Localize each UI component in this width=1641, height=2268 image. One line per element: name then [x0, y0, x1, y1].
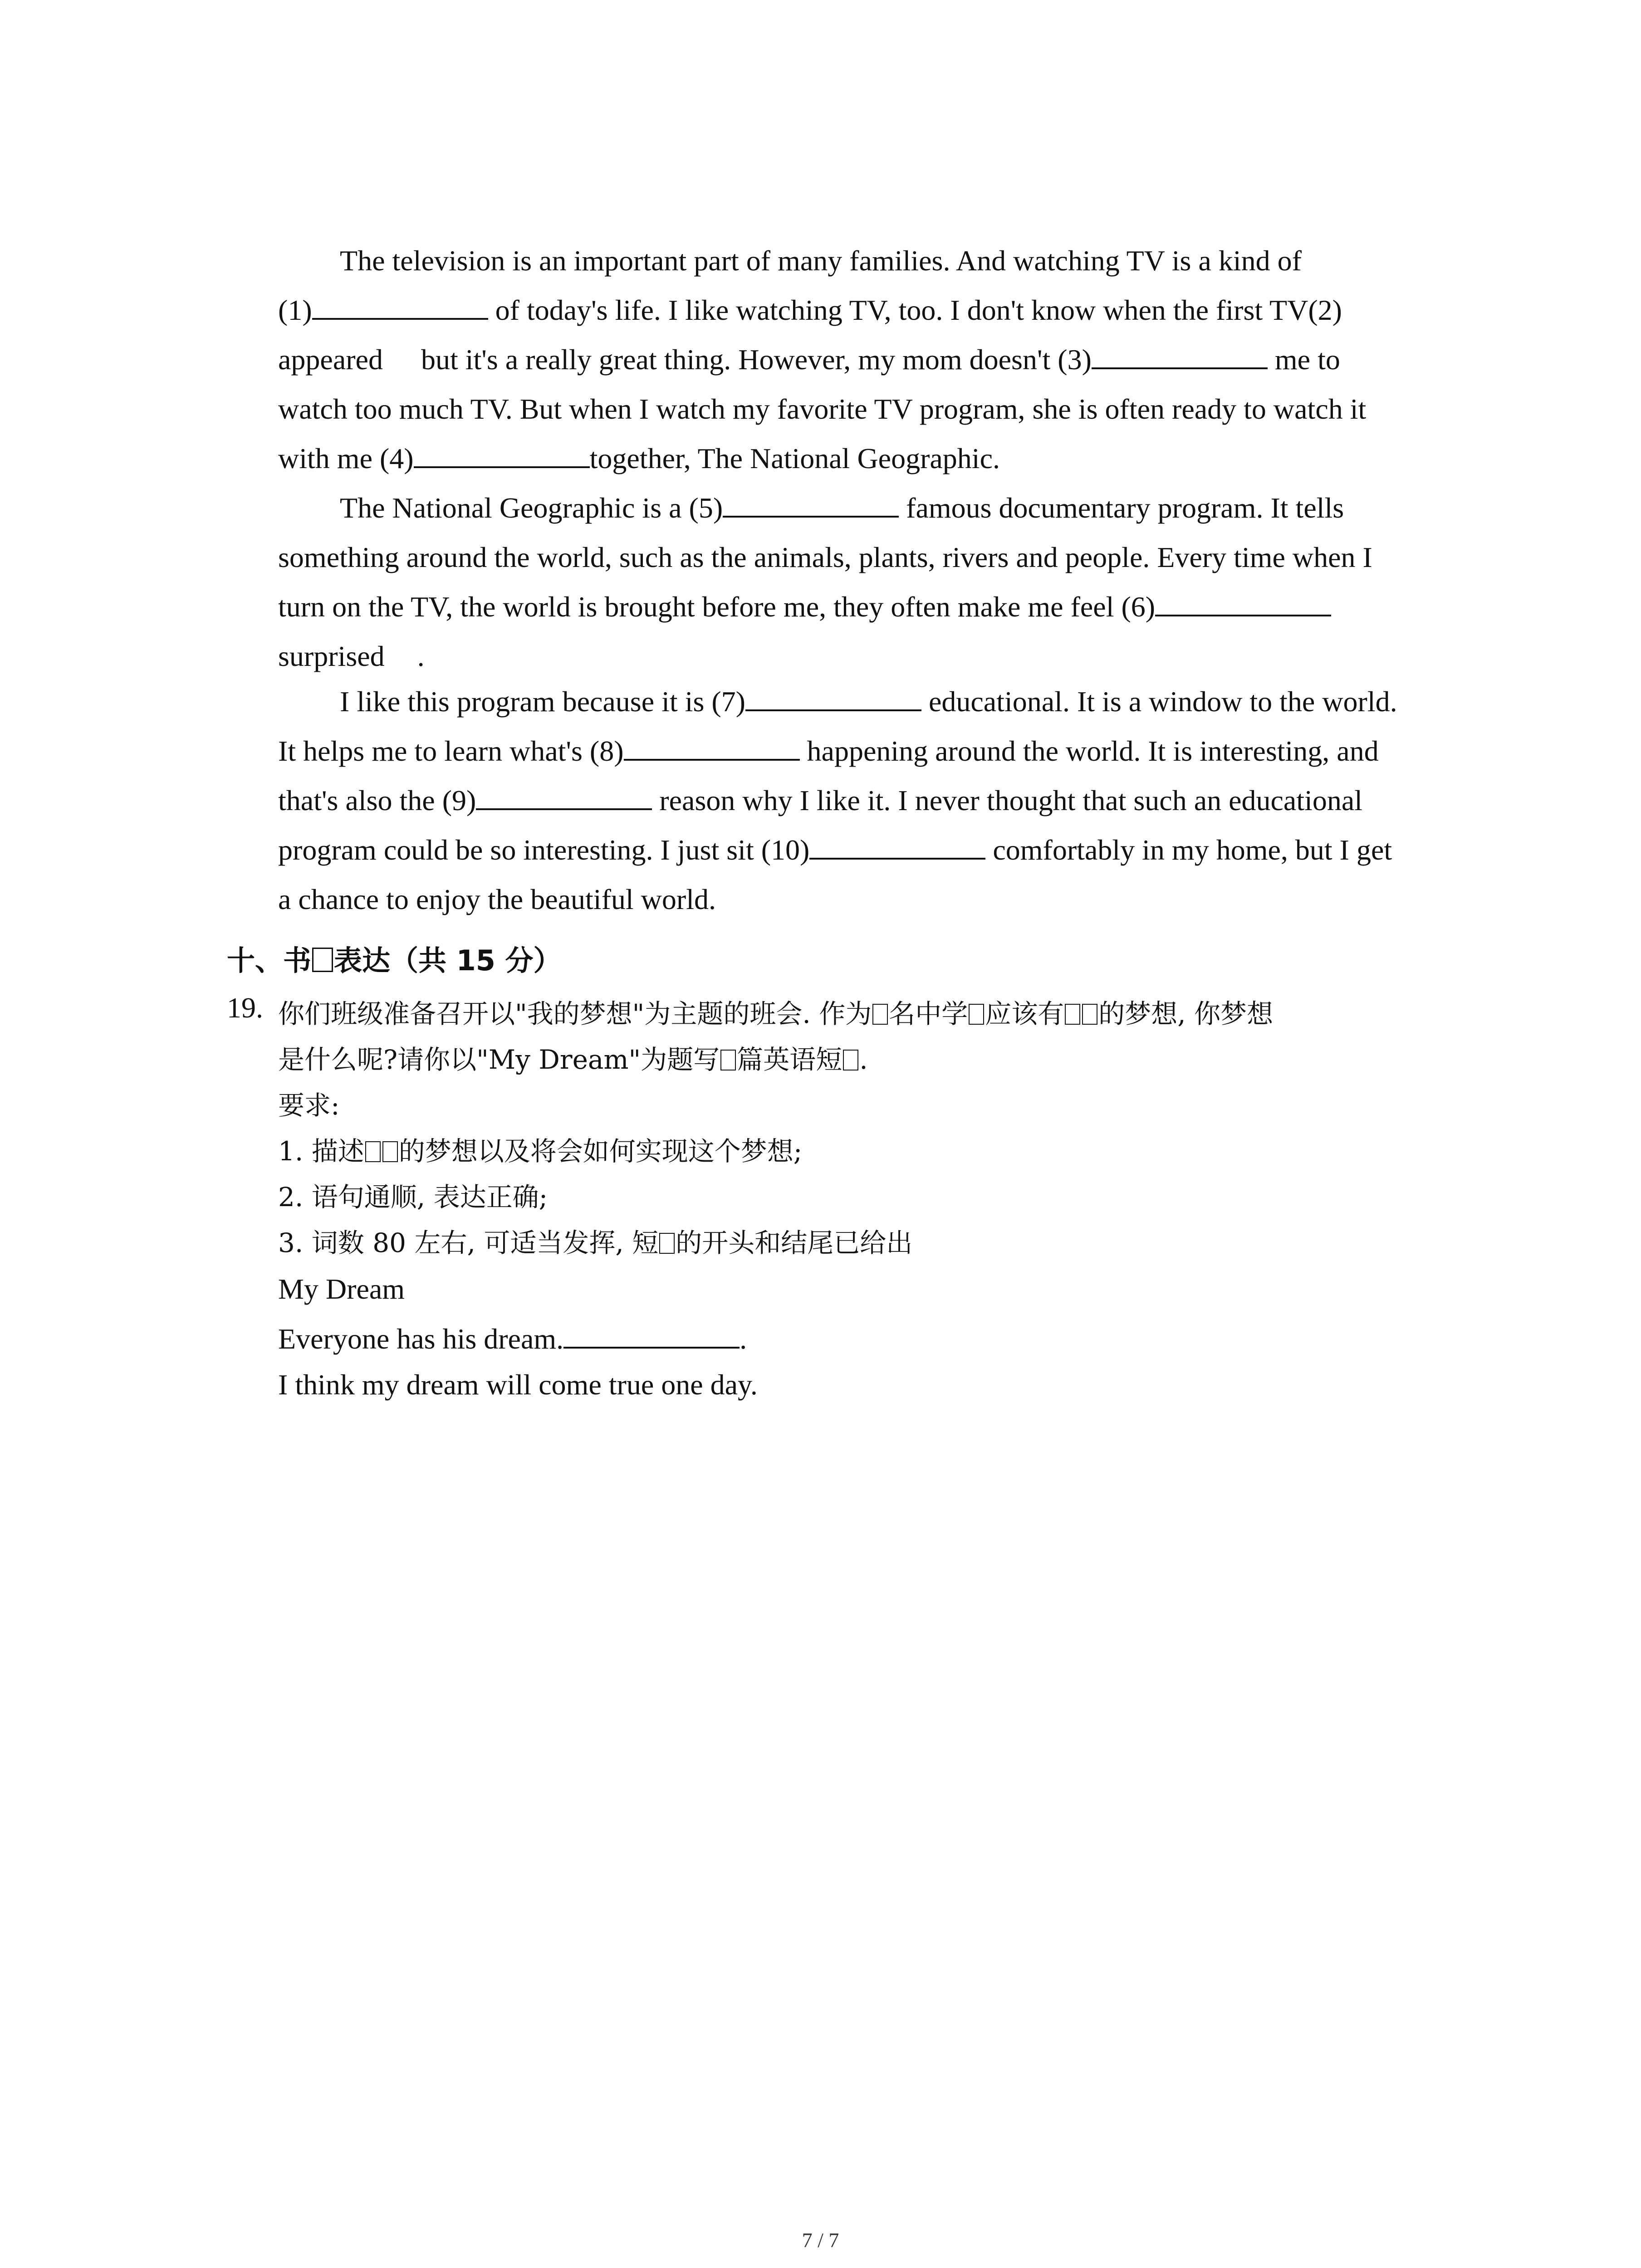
- missing-glyph-box: [872, 1004, 888, 1025]
- missing-glyph-box: [659, 1233, 675, 1254]
- essay-title: My Dream: [278, 1273, 405, 1305]
- passage-line: with me (4) together, The National Geographic.: [278, 434, 1458, 483]
- missing-glyph-box: [1082, 1004, 1097, 1025]
- answer-blank-3[interactable]: [1092, 341, 1268, 369]
- question-prompt-line: 是什么呢?请你以"My Dream"为题写 篇英语短 .: [278, 1044, 868, 1075]
- passage-paragraph-2: [278, 483, 1458, 681]
- essay-answer-blank[interactable]: [563, 1320, 740, 1349]
- requirement-2: 2. 语句通顺, 表达正确;: [278, 1182, 548, 1212]
- passage-line: The National Geographic is a (5) famous documentary program. It tells: [278, 483, 1458, 533]
- requirement-1: 1. 描述 的梦想以及将会如何实现这个梦想;: [278, 1136, 803, 1167]
- answer-blank-9[interactable]: [476, 782, 652, 810]
- answer-blank-7[interactable]: [745, 683, 921, 711]
- requirement-3: 3. 词数 80 左右, 可适当发挥, 短 的开头和结尾已给出: [278, 1227, 913, 1258]
- passage-paragraph-1: [278, 236, 1458, 483]
- passage-paragraph-3: [278, 677, 1458, 924]
- missing-glyph-box: [382, 1141, 398, 1162]
- answer-blank-8[interactable]: [624, 733, 800, 761]
- question-prompt-line: 你们班级准备召开以"我的梦想"为主题的班会. 作为 名中学 应该有 的梦想, 你梦想: [278, 998, 1274, 1029]
- missing-glyph-box: [720, 1050, 736, 1070]
- passage-line: a chance to enjoy the beautiful world.: [278, 883, 716, 915]
- missing-glyph-box: [1065, 1004, 1080, 1025]
- requirements-label: 要求:: [278, 1090, 340, 1121]
- passage-line: (1) of today's life. I like watching TV, too. I don't know when the first TV(2): [278, 285, 1458, 335]
- answer-blank-4[interactable]: [414, 440, 590, 468]
- question-number: 19.: [227, 992, 263, 1024]
- passage-line: turn on the TV, the world is brought before me, they often make me feel (6): [278, 582, 1458, 631]
- missing-glyph-box: [312, 948, 333, 972]
- essay-closing: I think my dream will come true one day.: [278, 1369, 758, 1401]
- answer-blank-10[interactable]: [809, 831, 985, 860]
- passage-line: watch too much TV. But when I watch my favorite TV program, she is often ready to watch it: [278, 393, 1367, 425]
- question-19: [278, 991, 1273, 1408]
- answer-blank-5[interactable]: [723, 489, 899, 518]
- page-number: 7 / 7: [802, 2229, 839, 2252]
- passage-line: I like this program because it is (7) educational. It is a window to the world.: [278, 677, 1458, 726]
- blank-label-1: (1): [278, 294, 312, 326]
- passage-line: that's also the (9) reason why I like it. I never thought that such an educational: [278, 776, 1458, 825]
- passage-line: something around the world, such as the animals, plants, rivers and people. Every time when I: [278, 541, 1372, 573]
- answer-blank-6[interactable]: [1155, 588, 1331, 616]
- passage-line: appeared but it's a really great thing. However, my mom doesn't (3) me to: [278, 335, 1458, 384]
- missing-glyph-box: [843, 1050, 858, 1070]
- missing-glyph-box: [969, 1004, 984, 1025]
- passage-line: The television is an important part of many families. And watching TV is a kind of: [340, 244, 1302, 277]
- answer-blank-1[interactable]: [312, 292, 488, 320]
- essay-opening: Everyone has his dream. .: [278, 1316, 1273, 1362]
- missing-glyph-box: [365, 1141, 381, 1162]
- section-heading: 十、书 表达（共 15 分）: [227, 944, 562, 977]
- passage-line: surprised .: [278, 640, 425, 672]
- passage-line: program could be so interesting. I just sit (10) comfortably in my home, but I get: [278, 825, 1458, 875]
- passage-line: It helps me to learn what's (8) happening around the world. It is interesting, and: [278, 726, 1458, 776]
